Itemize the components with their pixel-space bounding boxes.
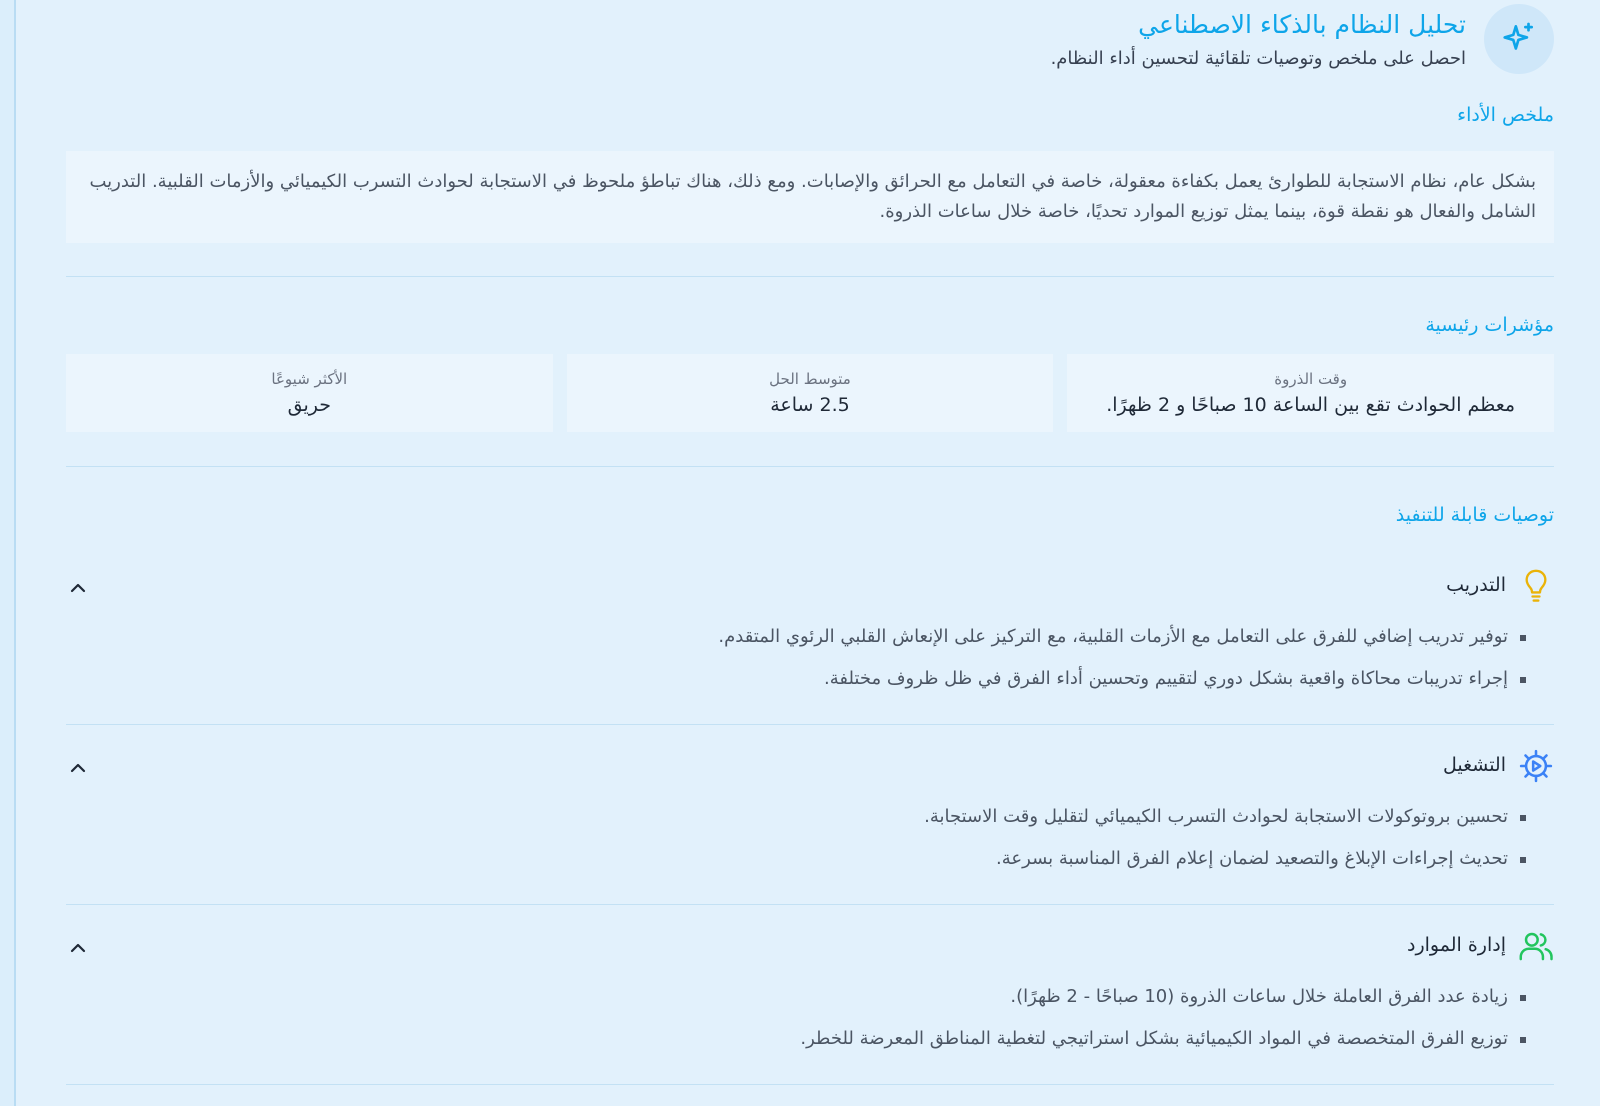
page-title: تحليل النظام بالذكاء الاصطناعي [1138, 10, 1466, 39]
recommendation-group-label: إدارة الموارد [1407, 934, 1506, 956]
recommendation-group-label: التدريب [1446, 574, 1506, 596]
recommendation-text: توزيع الفرق المتخصصة في المواد الكيميائية بشكل استراتيجي لتغطية المناطق المعرضة للخطر. [800, 1028, 1508, 1049]
indicator-label: متوسط الحل [769, 370, 851, 388]
gear-icon [1518, 746, 1554, 786]
bullet-icon [1520, 995, 1526, 1001]
recommendation-group-header[interactable] [66, 566, 1554, 610]
summary-text: بشكل عام، نظام الاستجابة للطوارئ يعمل بكفاءة معقولة، خاصة في التعامل مع الحرائق والإصابات. ومع ذلك، هناك تباطؤ ملحوظ في الاستجابة لحوادث التسرب الكيميائي والأزمات القلبية. التدريب الشامل والفعال هو نقطة قوة، بينما يمثل توزيع الموارد تحديًا، خاصة خلال ساعات الذروة. [89, 171, 1536, 222]
list-item [66, 800, 1554, 842]
list-item [66, 620, 1554, 662]
chevron-up-icon[interactable] [66, 936, 90, 960]
list-item [66, 1022, 1554, 1064]
bullet-icon [1520, 815, 1526, 821]
indicator-card-most-common [66, 354, 553, 432]
list-item [66, 980, 1554, 1022]
indicator-card-avg-resolution [567, 354, 1054, 432]
bullet-icon [1520, 677, 1526, 683]
ai-analysis-panel [14, 0, 1600, 1106]
recommendation-list [66, 980, 1554, 1064]
page-subtitle: احصل على ملخص وتوصيات تلقائية لتحسين أداء النظام. [1050, 48, 1466, 69]
recommendation-group-header[interactable] [66, 746, 1554, 790]
bullet-icon [1520, 635, 1526, 641]
recommendation-text: إجراء تدريبات محاكاة واقعية بشكل دوري لتقييم وتحسين أداء الفرق في ظل ظروف مختلفة. [824, 668, 1508, 689]
indicators-title: مؤشرات رئيسية [1425, 314, 1554, 336]
panel-header [66, 0, 1554, 76]
bullet-icon [1520, 1037, 1526, 1043]
panel-content [66, 0, 1554, 1106]
summary-box [66, 151, 1554, 243]
users-icon [1518, 926, 1554, 966]
indicator-label: وقت الذروة [1274, 370, 1348, 388]
list-item [66, 662, 1554, 704]
lightbulb-icon [1518, 566, 1554, 606]
divider [66, 466, 1554, 467]
recommendation-text: تحسين بروتوكولات الاستجابة لحوادث التسرب الكيميائي لتقليل وقت الاستجابة. [924, 806, 1508, 827]
divider [66, 276, 1554, 277]
divider [66, 724, 1554, 725]
recommendations-title: توصيات قابلة للتنفيذ [1395, 504, 1554, 526]
sparkles-icon [1484, 4, 1554, 74]
recommendation-list [66, 620, 1554, 704]
list-item [66, 842, 1554, 884]
indicator-value: 2.5 ساعة [770, 394, 850, 416]
indicators-row [66, 354, 1554, 432]
recommendation-group-label: التشغيل [1442, 754, 1506, 776]
recommendation-group-resource-management [66, 926, 1554, 1086]
indicator-card-peak-time [1067, 354, 1554, 432]
recommendation-text: زيادة عدد الفرق العاملة خلال ساعات الذروة (10 صباحًا - 2 ظهرًا). [1010, 986, 1508, 1007]
recommendation-text: توفير تدريب إضافي للفرق على التعامل مع الأزمات القلبية، مع التركيز على الإنعاش القلبي الرئوي المتقدم. [718, 626, 1508, 647]
chevron-up-icon[interactable] [66, 756, 90, 780]
divider [66, 904, 1554, 905]
recommendation-group-operations [66, 746, 1554, 906]
indicator-value: حريق [287, 394, 331, 416]
recommendation-group-header[interactable] [66, 926, 1554, 970]
recommendation-group-training [66, 566, 1554, 726]
divider [66, 1084, 1554, 1085]
summary-title: ملخص الأداء [1457, 104, 1554, 126]
indicator-value: معظم الحوادث تقع بين الساعة 10 صباحًا و 2 ظهرًا. [1106, 394, 1516, 416]
chevron-up-icon[interactable] [66, 576, 90, 600]
bullet-icon [1520, 857, 1526, 863]
indicator-label: الأكثر شيوعًا [271, 370, 348, 388]
recommendation-list [66, 800, 1554, 884]
recommendation-text: تحديث إجراءات الإبلاغ والتصعيد لضمان إعلام الفرق المناسبة بسرعة. [996, 848, 1508, 869]
